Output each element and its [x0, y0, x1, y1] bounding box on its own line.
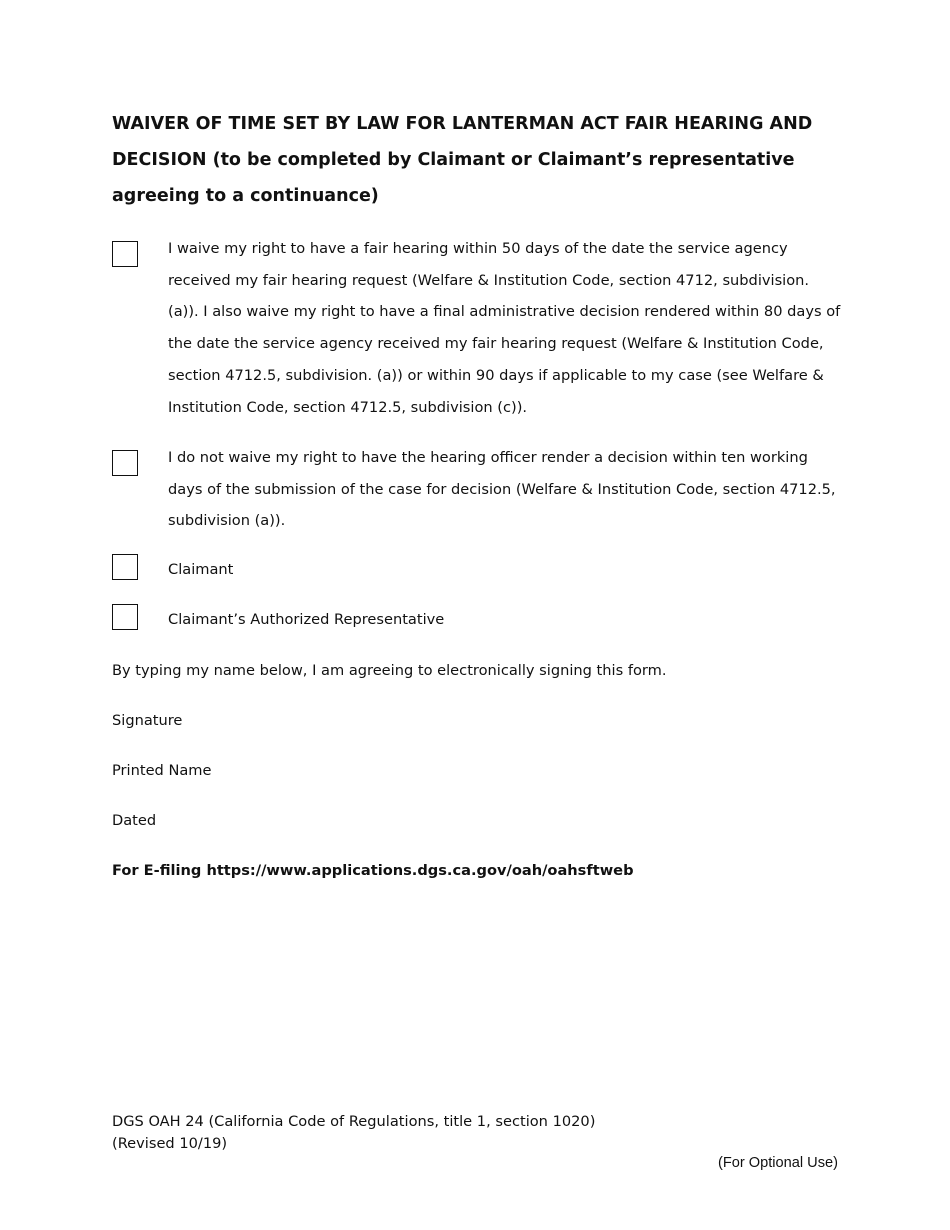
no-waiver-checkbox[interactable]: [112, 450, 138, 476]
form-title: WAIVER OF TIME SET BY LAW FOR LANTERMAN ACT FAIR HEARING AND DECISION (to be completed by Claimant or Claimant’s representative agreeing to a continuance): [112, 114, 813, 206]
efiling-link[interactable]: For E-filing https://www.applications.dgs.ca.gov/oah/oahsftweb: [112, 862, 634, 879]
waiver-checkbox[interactable]: [112, 241, 138, 267]
printed-name-label: Printed Name: [112, 762, 212, 779]
form-revision: (Revised 10/19): [112, 1135, 228, 1152]
optional-use-note: (For Optional Use): [717, 1155, 838, 1171]
claimant-option: [112, 554, 842, 586]
representative-checkbox[interactable]: [112, 604, 138, 630]
claimant-checkbox[interactable]: [112, 554, 138, 580]
no-waiver-statement: I do not waive my right to have the hearing officer render a decision within ten working days of the submission of the case for decision (Welfare & Institution Code, section 4712.5, subdivision (a)).: [168, 449, 836, 530]
esign-notice: By typing my name below, I am agreeing to electronically signing this form.: [112, 662, 667, 679]
waiver-option: [112, 233, 842, 423]
form-id: DGS OAH 24 (California Code of Regulations, title 1, section 1020): [112, 1113, 596, 1130]
no-waiver-option: [112, 442, 842, 538]
signature-label: Signature: [112, 712, 183, 729]
representative-option: [112, 604, 842, 636]
waiver-statement: I waive my right to have a fair hearing within 50 days of the date the service agency received my fair hearing request (Welfare & Institution Code, section 4712, subdivision. (a)). I also waive my right to have a final administrative decision rendered within 80 days of the date the service agency received my fair hearing request (Welfare & Institution Code, section 4712.5, subdivision. (a)) or within 90 days if applicable to my case (see Welfare & Institution Code, section 4712.5, subdivision (c)).: [168, 240, 841, 416]
representative-label: Claimant’s Authorized Representative: [168, 611, 445, 628]
dated-label: Dated: [112, 812, 157, 829]
claimant-label: Claimant: [168, 561, 234, 578]
